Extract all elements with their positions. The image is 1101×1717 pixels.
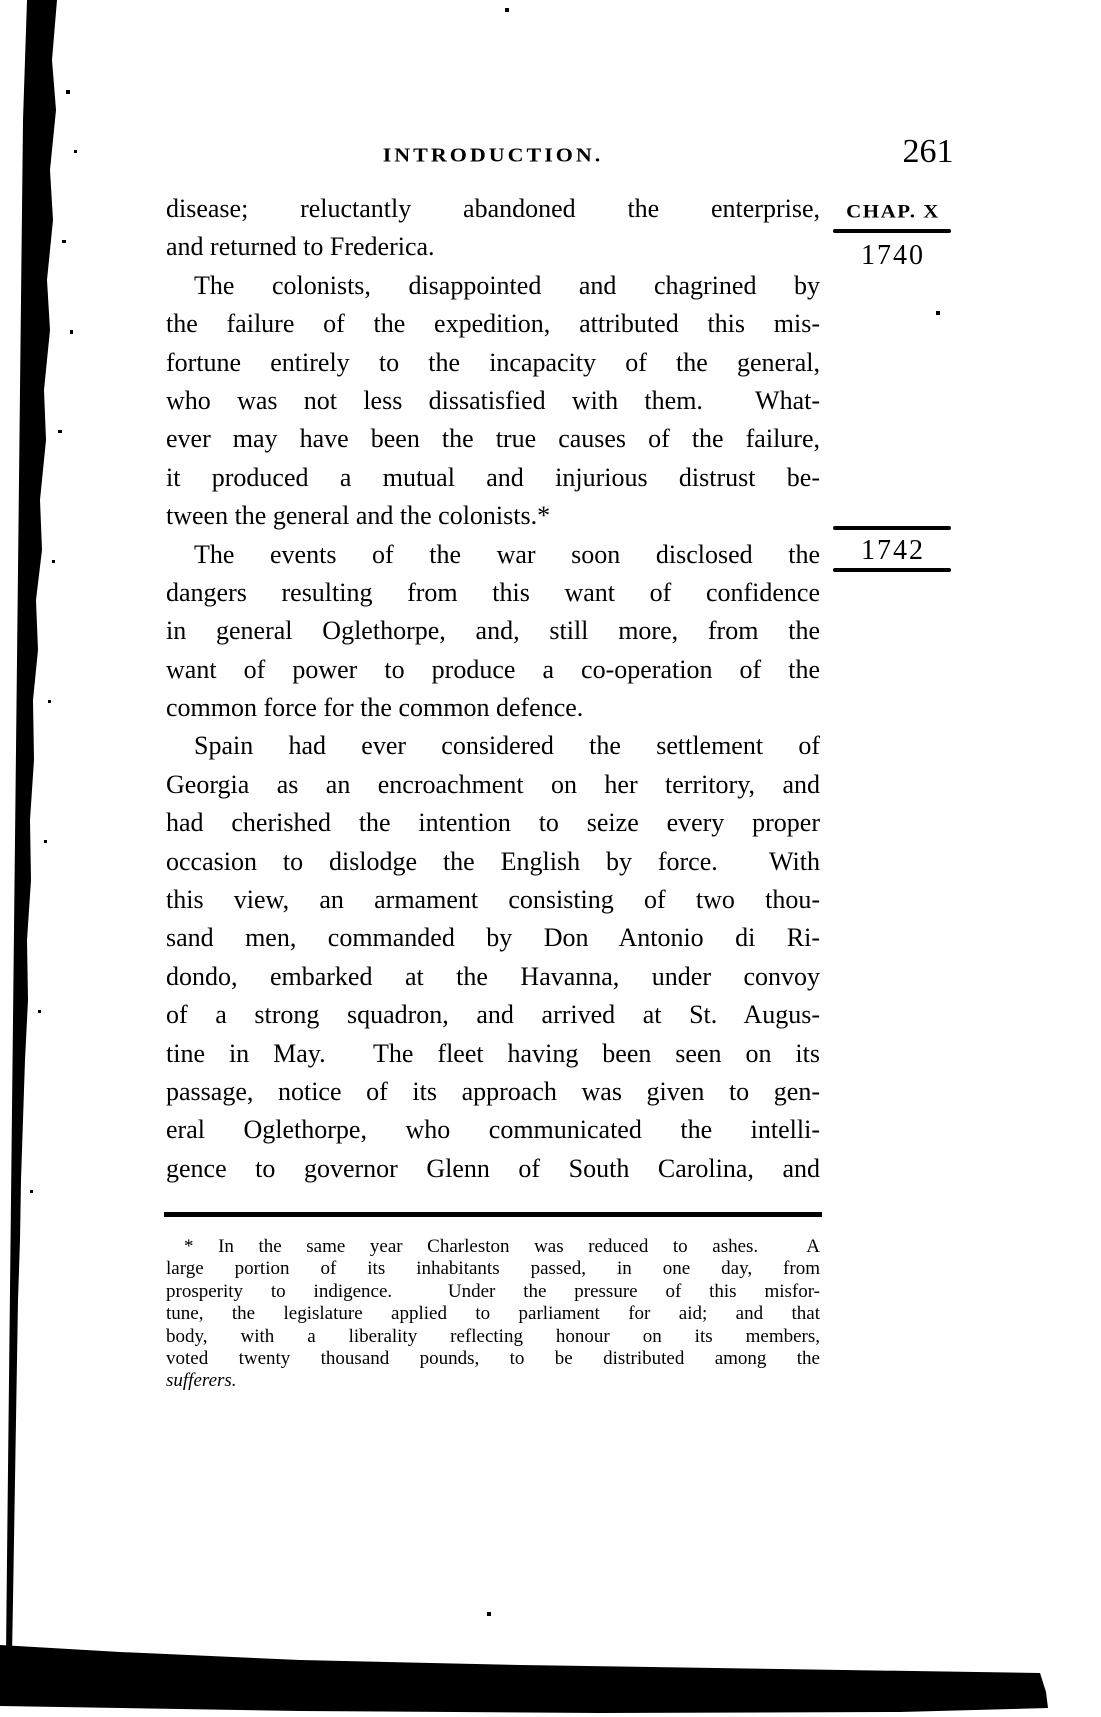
margin-year-1742: 1742 [861, 535, 925, 566]
footnote-line: tune, the legislature applied to parliament for aid; and that [166, 1303, 820, 1325]
footnote-line: body, with a liberality reflecting honour on its members, [166, 1325, 820, 1347]
body-line: this view, an armament consisting of two thou- [166, 885, 820, 915]
body-line: Spain had ever considered the settlement of [194, 731, 820, 761]
body-line: disease; reluctantly abandoned the enterprise, [166, 194, 820, 223]
body-line: and returned to Frederica. [166, 232, 435, 262]
running-title: INTRODUCTION. [382, 143, 604, 167]
margin-year-1740: 1740 [861, 240, 925, 271]
page-number: 261 [902, 133, 954, 170]
body-line: The events of the war soon disclosed the [194, 539, 820, 569]
body-line: of a strong squadron, and arrived at St. Augus- [166, 1000, 820, 1030]
body-line: The colonists, disappointed and chagrined by [194, 270, 820, 300]
body-line: tine in May. The fleet having been seen on its [166, 1038, 820, 1068]
margin-rule-1742-below [833, 568, 951, 572]
footnote-block [166, 1236, 820, 1393]
footnote-line: large portion of its inhabitants passed, in one day, from [166, 1258, 820, 1280]
footnote-rule [164, 1212, 822, 1217]
footnote-line: * In the same year Charleston was reduced to ashes. A [184, 1236, 820, 1257]
body-line: Georgia as an encroachment on her territory, and [166, 769, 820, 799]
body-line: common force for the common defence. [166, 693, 584, 723]
body-line: who was not less dissatisfied with them. What- [166, 385, 820, 415]
body-line: ever may have been the true causes of the failure, [166, 424, 820, 454]
footnote-line: prosperity to indigence. Under the pressure of this misfor- [166, 1280, 820, 1302]
footnote-line: sufferers. [166, 1370, 237, 1392]
body-line: want of power to produce a co-operation of the [166, 654, 820, 684]
margin-rule-1742-above [833, 526, 951, 530]
body-text-block [166, 190, 820, 1188]
margin-chapter-label: CHAP. X [846, 200, 940, 222]
body-line: gence to governor Glenn of South Carolina, and [166, 1153, 820, 1183]
body-line: dangers resulting from this want of confidence [166, 577, 820, 607]
body-line: tween the general and the colonists.* [166, 501, 551, 531]
body-line: occasion to dislodge the English by force. With [166, 846, 820, 876]
body-line: the failure of the expedition, attributed this mis- [166, 309, 820, 339]
footnote-line: voted twenty thousand pounds, to be distributed among the [166, 1347, 820, 1369]
body-line: it produced a mutual and injurious distrust be- [166, 462, 820, 492]
body-line: dondo, embarked at the Havanna, under convoy [166, 961, 820, 991]
body-line: eral Oglethorpe, who communicated the intelli- [166, 1115, 820, 1145]
body-line: passage, notice of its approach was given to gen- [166, 1076, 820, 1106]
body-line: sand men, commanded by Don Antonio di Ri- [166, 923, 820, 953]
margin-rule-top [833, 229, 951, 233]
body-line: in general Oglethorpe, and, still more, from the [166, 616, 820, 646]
body-line: had cherished the intention to seize every proper [166, 808, 820, 838]
body-line: fortune entirely to the incapacity of the general, [166, 347, 820, 377]
